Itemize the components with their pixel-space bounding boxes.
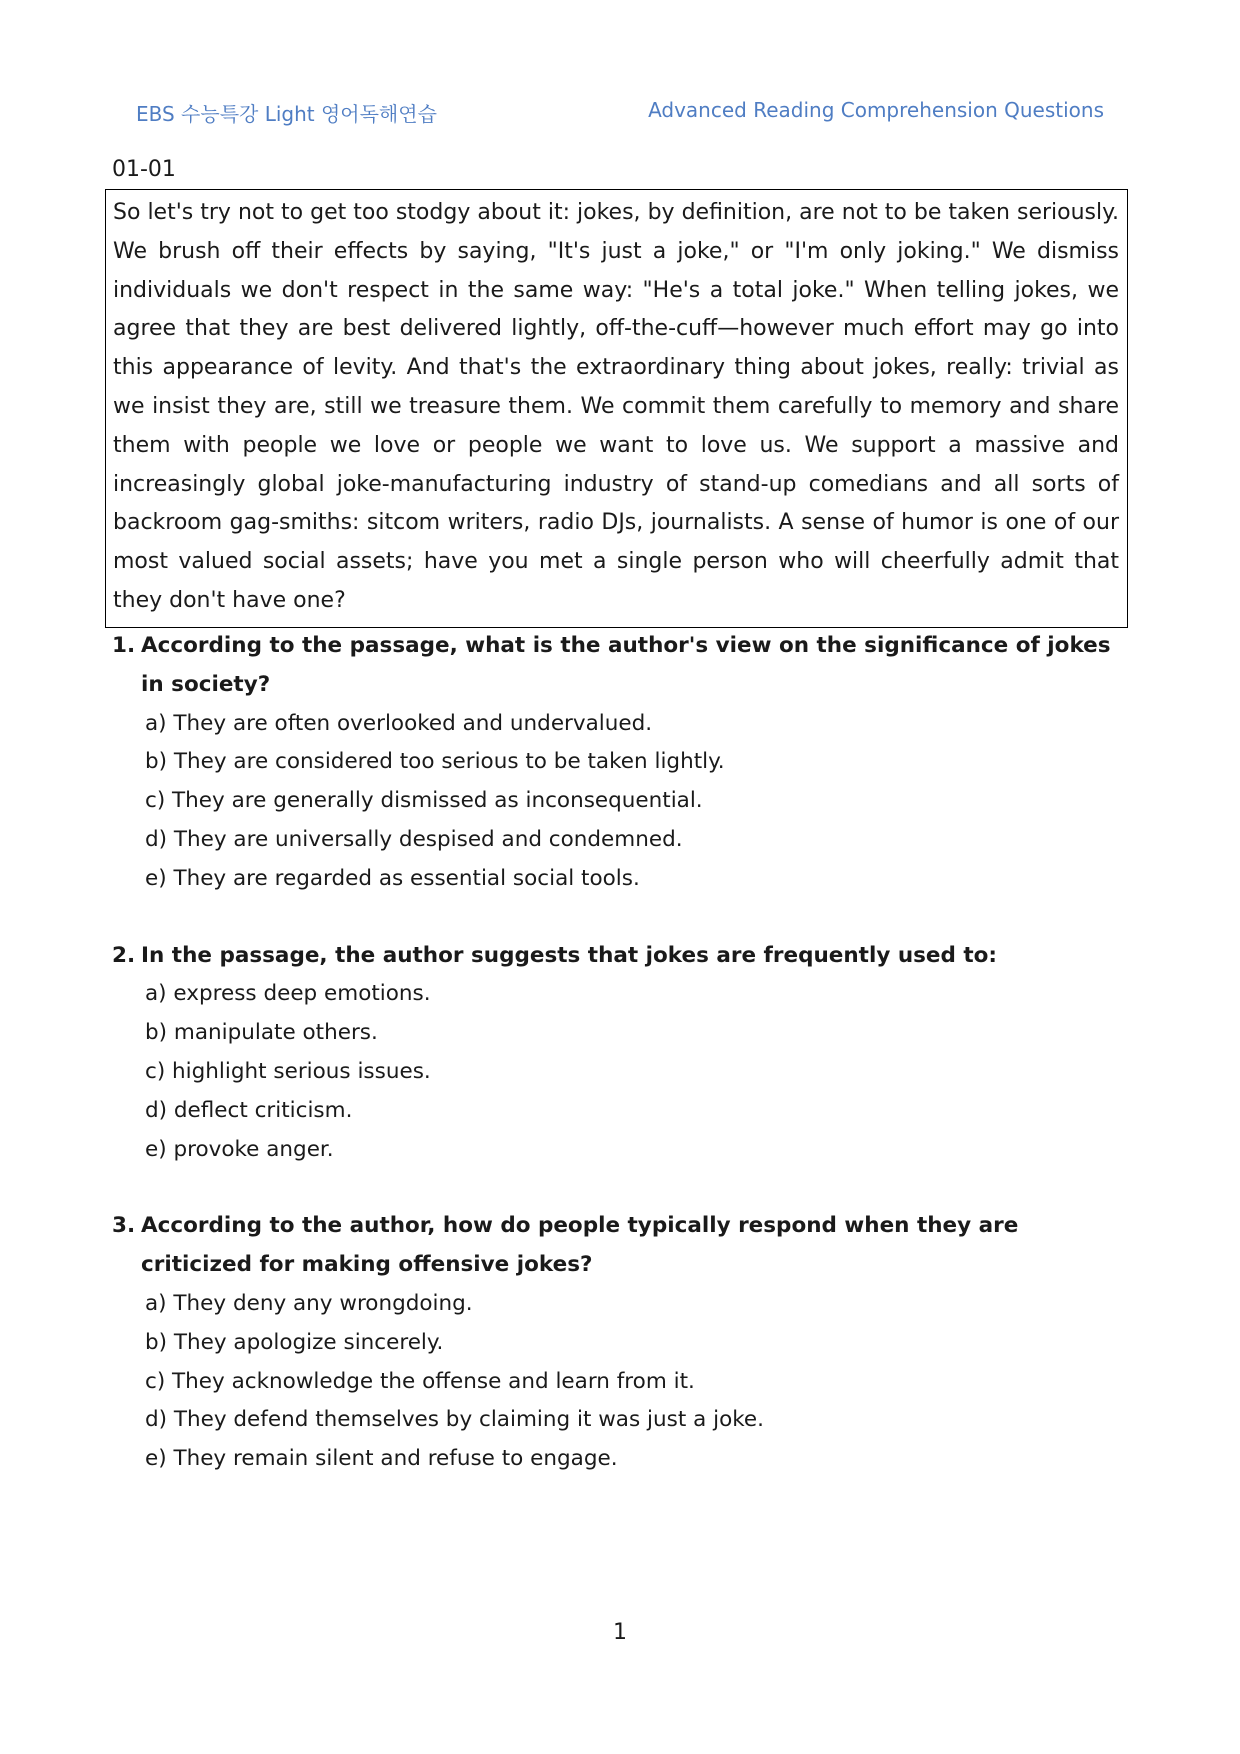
question-1 xyxy=(112,627,1128,899)
section-id: 01-01 xyxy=(112,157,176,182)
choice-item: d) They defend themselves by claiming it was just a joke. xyxy=(145,1407,764,1433)
choice-item: a) express deep emotions. xyxy=(145,981,431,1007)
page-number: 1 xyxy=(613,1620,627,1645)
question-title xyxy=(112,1207,1128,1285)
choice-item: d) They are universally despised and condemned. xyxy=(145,826,683,852)
choice-list xyxy=(112,1285,1128,1479)
choice-list xyxy=(112,975,1128,1169)
choice-item: b) They apologize sincerely. xyxy=(145,1329,444,1355)
passage-box: So let's try not to get too stodgy about it: jokes, by definition, are not to be taken seriously. We brush off their effects by saying, "It's just a joke," or "I'm only joking." We dismiss individuals we don't respect in the same way: "He's a total joke." When telling jokes, we agree that they are best delivered lightly, off-the-cuff—however much effort may go into this appearance of levity. And that's the extraordinary thing about jokes, really: trivial as we insist they are, still we treasure them. We commit them carefully to memory and share them with people we love or people we want to love us. We support a massive and increasingly global joke-manufacturing industry of stand-up comedians and all sorts of backroom gag-smiths: sitcom writers, radio DJs, journalists. A sense of humor is one of our most valued social assets; have you met a single person who will cheerfully admit that they don't have one? xyxy=(105,189,1128,628)
question-title xyxy=(112,627,1128,705)
question-list xyxy=(112,627,1128,1517)
header-title-left: EBS 수능특강 Light 영어독해연습 xyxy=(136,102,437,126)
page-header xyxy=(136,98,1104,128)
choice-item: c) They are generally dismissed as inconsequential. xyxy=(145,788,703,814)
choice-item: a) They are often overlooked and undervalued. xyxy=(145,710,653,736)
question-title xyxy=(112,937,1128,976)
question-text: According to the author, how do people typically respond when they are criticized for making offensive jokes? xyxy=(141,1213,1019,1278)
question-number: 3. xyxy=(112,1213,136,1239)
question-2 xyxy=(112,937,1128,1170)
choice-item: b) They are considered too serious to be taken lightly. xyxy=(145,749,725,775)
choice-item: e) provoke anger. xyxy=(145,1136,334,1162)
question-text: In the passage, the author suggests that jokes are frequently used to: xyxy=(141,942,998,968)
choice-item: e) They are regarded as essential social tools. xyxy=(145,865,640,891)
choice-item: c) They acknowledge the offense and learn from it. xyxy=(145,1368,695,1394)
choice-item: a) They deny any wrongdoing. xyxy=(145,1290,473,1316)
question-text: According to the passage, what is the author's view on the significance of jokes in society? xyxy=(141,633,1111,697)
choice-item: e) They remain silent and refuse to engage. xyxy=(145,1446,618,1472)
choice-item: c) highlight serious issues. xyxy=(145,1058,431,1084)
question-number: 1. xyxy=(112,633,136,658)
choice-item: b) manipulate others. xyxy=(145,1020,378,1046)
header-title-right: Advanced Reading Comprehension Questions xyxy=(648,98,1104,122)
question-3 xyxy=(112,1207,1128,1479)
choice-item: d) deflect criticism. xyxy=(145,1097,353,1123)
question-number: 2. xyxy=(112,942,136,968)
choice-list xyxy=(112,705,1128,899)
